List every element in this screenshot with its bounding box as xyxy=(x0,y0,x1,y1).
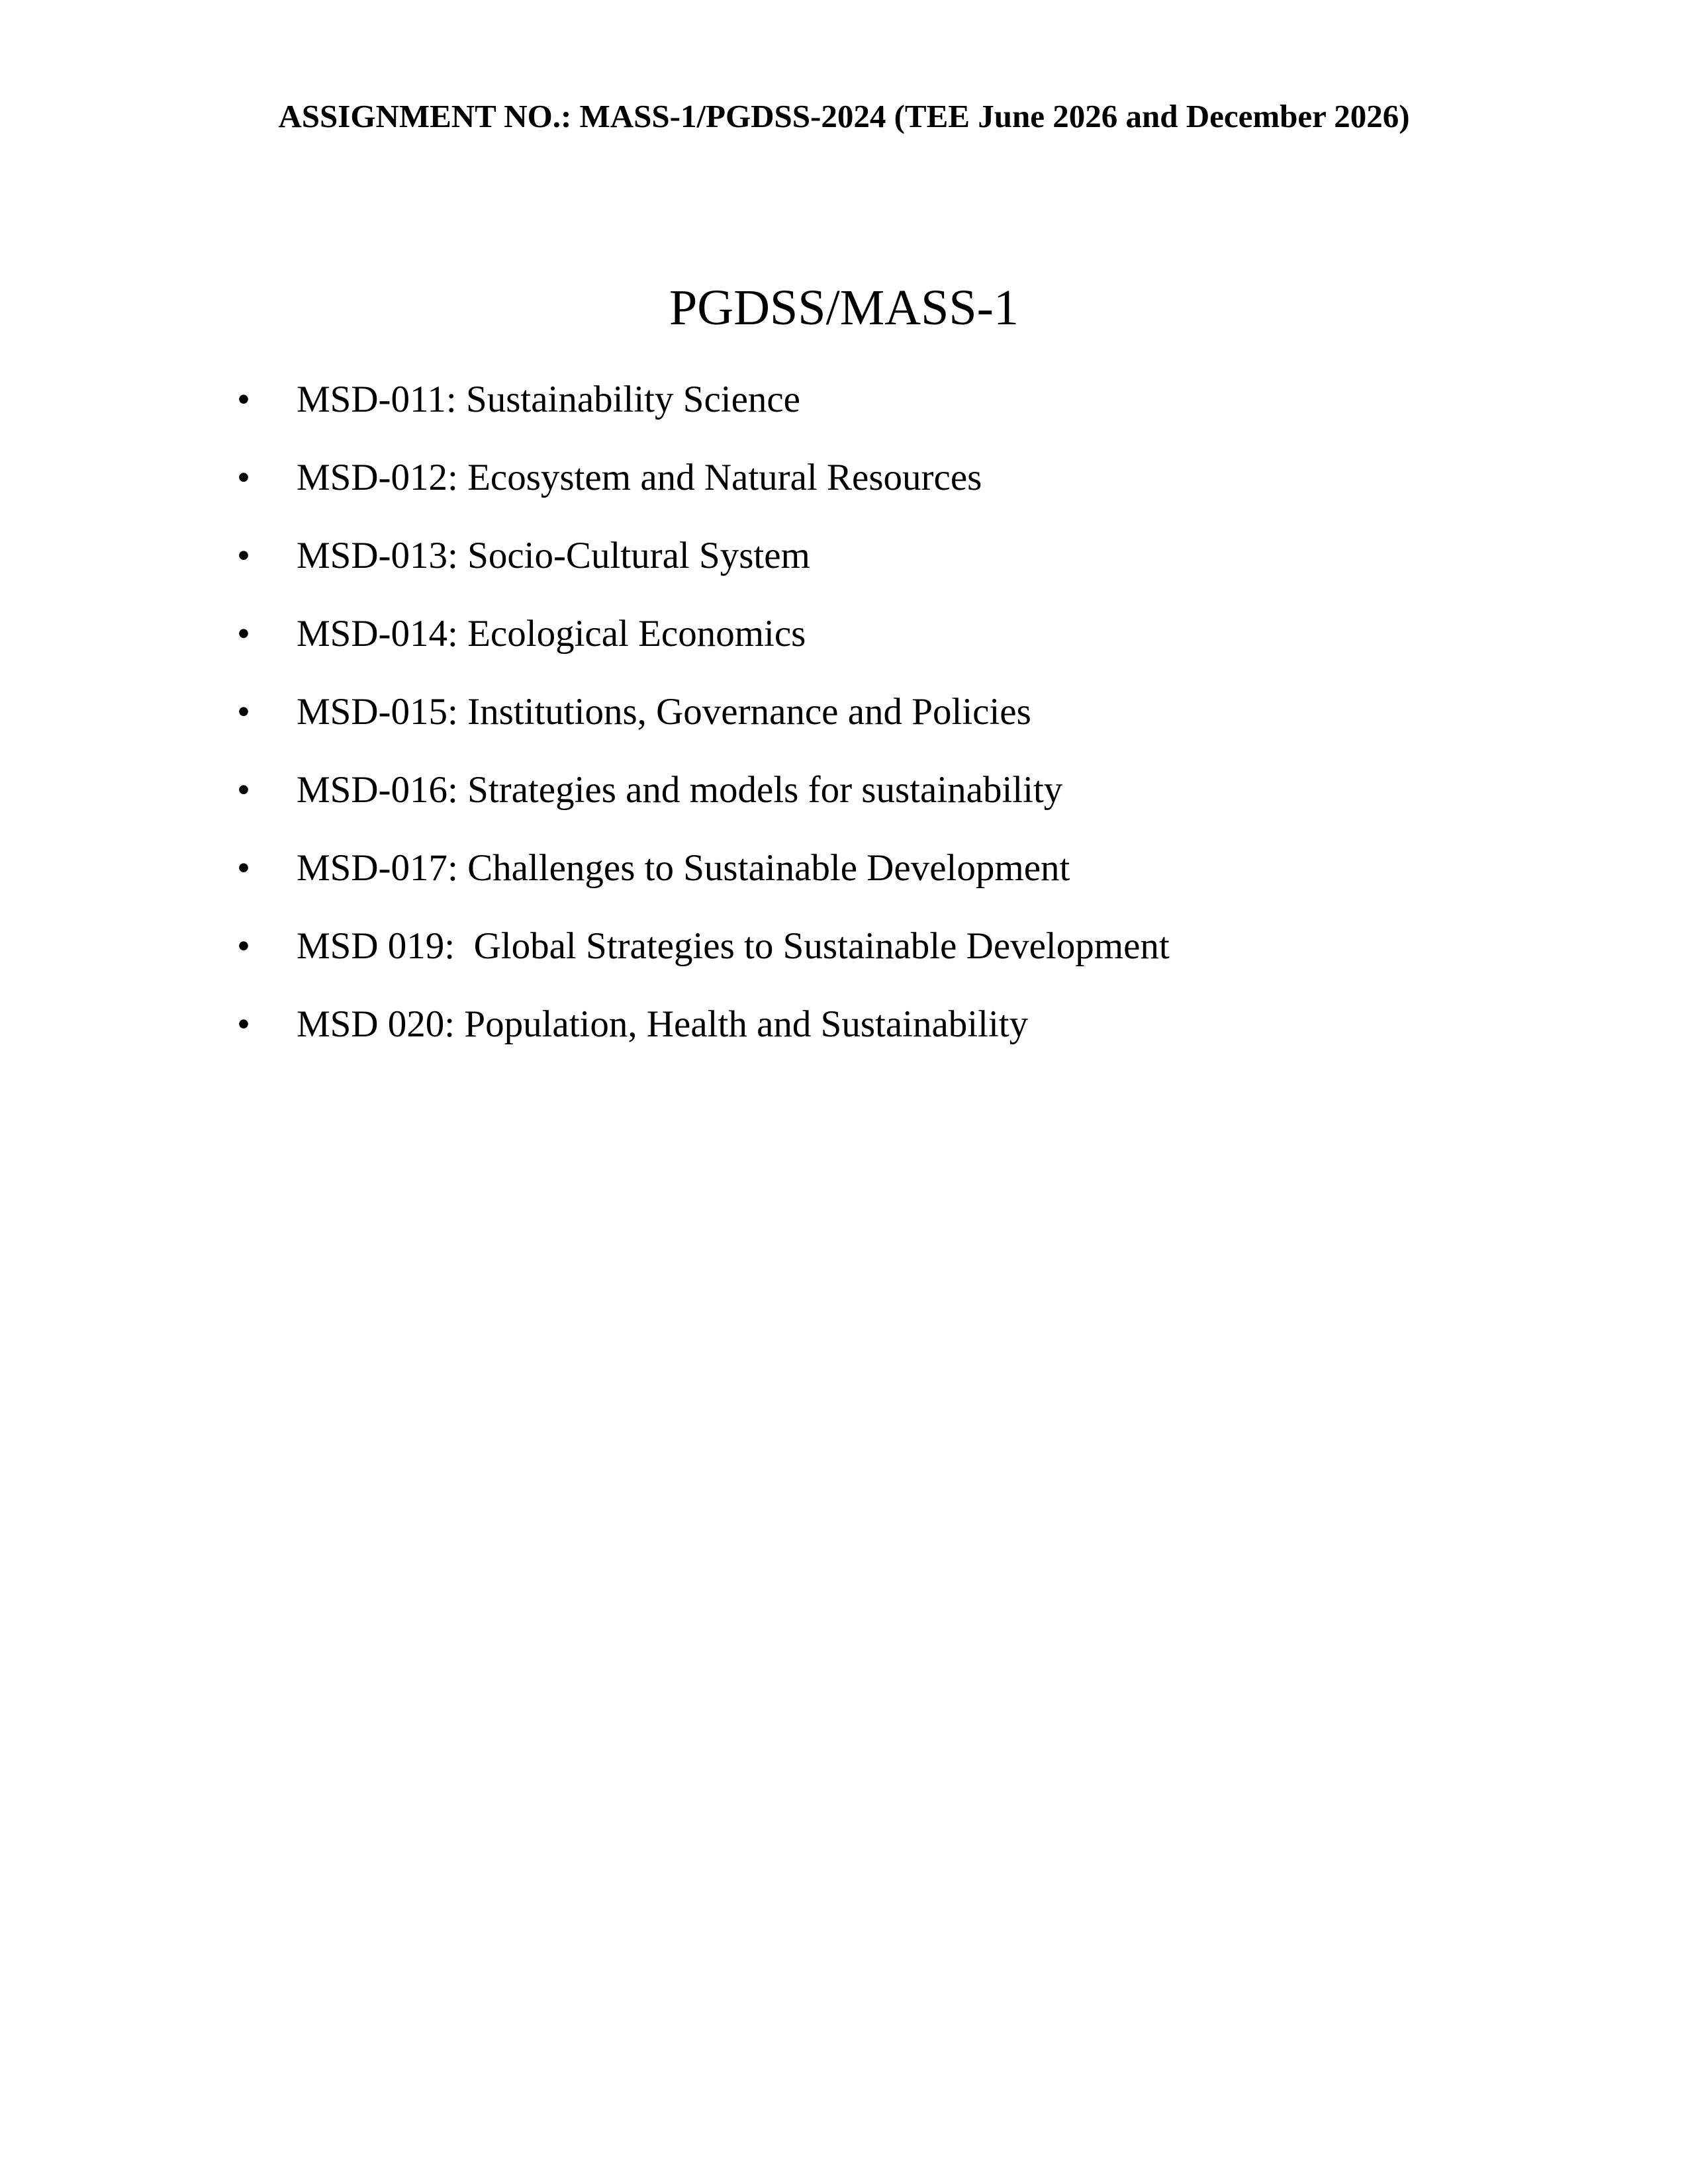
list-item xyxy=(237,751,1170,829)
bullet-icon xyxy=(237,829,297,907)
list-item xyxy=(237,595,1170,673)
course-item-text: MSD-017: Challenges to Sustainable Development xyxy=(297,847,1070,889)
list-item xyxy=(237,361,1170,439)
list-item xyxy=(237,439,1170,517)
assignment-header: ASSIGNMENT NO.: MASS-1/PGDSS-2024 (TEE June 2026 and December 2026) xyxy=(278,98,1410,134)
list-item xyxy=(237,517,1170,595)
bullet-icon xyxy=(237,751,297,829)
bullet-icon xyxy=(237,517,297,595)
bullet-icon xyxy=(237,985,297,1064)
course-item-text: MSD-015: Institutions, Governance and Policies xyxy=(297,691,1031,733)
list-item xyxy=(237,985,1170,1064)
bullet-icon xyxy=(237,361,297,439)
course-item-text: MSD-013: Socio-Cultural System xyxy=(297,535,810,576)
course-list xyxy=(237,361,1170,1064)
course-item-text: MSD-012: Ecosystem and Natural Resources xyxy=(297,457,982,498)
course-item-text: MSD-016: Strategies and models for sustainability xyxy=(297,769,1063,811)
bullet-icon xyxy=(237,673,297,751)
page-title: PGDSS/MASS-1 xyxy=(669,280,1019,336)
course-item-text: MSD 020: Population, Health and Sustainability xyxy=(297,1003,1029,1045)
course-item-text: MSD-014: Ecological Economics xyxy=(297,613,806,655)
list-item xyxy=(237,673,1170,751)
course-item-text: MSD-011: Sustainability Science xyxy=(297,379,800,420)
bullet-icon xyxy=(237,595,297,673)
list-item xyxy=(237,907,1170,985)
list-item xyxy=(237,829,1170,907)
course-item-text: MSD 019: Global Strategies to Sustainable Development xyxy=(297,925,1170,967)
bullet-icon xyxy=(237,907,297,985)
bullet-icon xyxy=(237,439,297,517)
